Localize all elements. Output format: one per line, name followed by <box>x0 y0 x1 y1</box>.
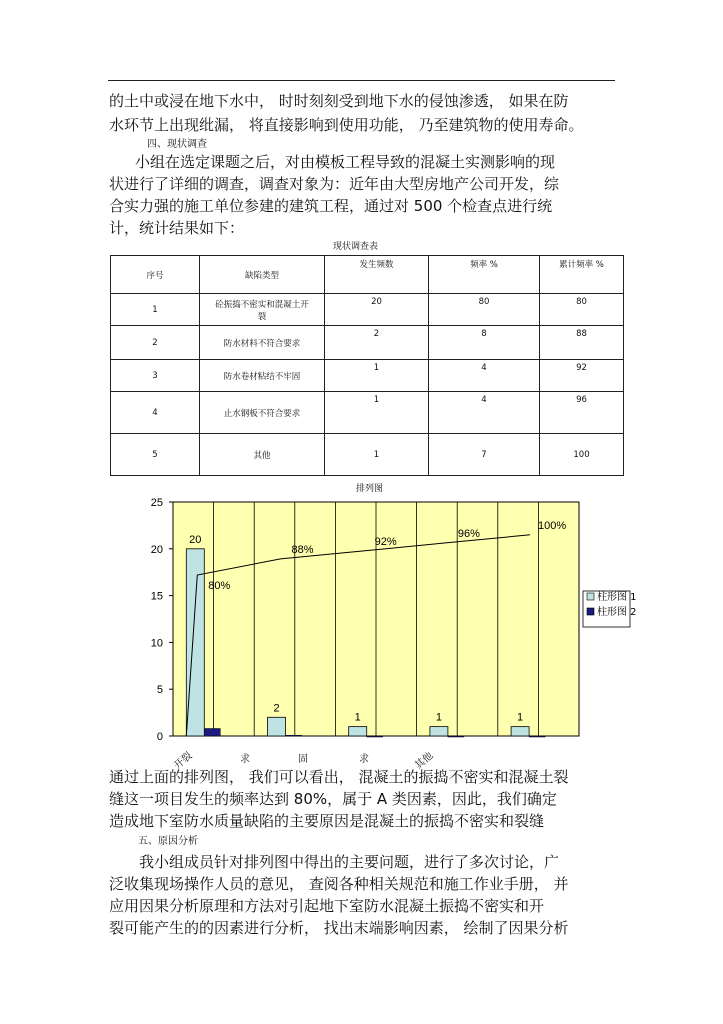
pareto-chart <box>110 492 637 754</box>
y-tick-label: 20 <box>150 543 163 556</box>
bar-series1 <box>430 727 448 736</box>
cell-cum: 96 <box>540 392 624 434</box>
cell-type-line2: 裂 <box>257 311 267 322</box>
cell-cum: 80 <box>540 294 624 326</box>
paragraph1-line1: 的土中或浸在地下水中， 时时刻刻受到地下水的侵蚀渗透， 如果在防 <box>109 92 569 110</box>
paragraph4-line4: 裂可能产生的的因素进行分析， 找出末端影响因素， 绘制了因果分析 <box>109 919 569 937</box>
cell-freq: 7 <box>429 434 540 476</box>
bar-series2 <box>204 729 220 736</box>
cell-no: 5 <box>111 434 200 476</box>
bar-series2 <box>367 736 383 737</box>
bar-series1 <box>186 549 204 736</box>
cell-cum: 100 <box>540 434 624 476</box>
cumulative-label: 100% <box>538 519 567 532</box>
paragraph3-line2: 缝这一项目发生的频率达到 80%，属于 A 类因素，因此，我们确定 <box>109 790 557 808</box>
table-row <box>111 360 624 392</box>
y-tick-label: 10 <box>150 637 163 650</box>
cell-freq: 8 <box>429 326 540 360</box>
y-tick-label: 5 <box>156 684 163 697</box>
cell-type <box>200 294 325 326</box>
chart-layer <box>151 497 637 743</box>
bar-series2 <box>529 736 545 737</box>
bar-label: 1 <box>435 711 442 724</box>
cumulative-label: 88% <box>291 543 314 556</box>
cell-no: 1 <box>111 294 200 326</box>
section4-heading: 四、现状调查 <box>147 139 207 150</box>
y-tick-label: 15 <box>150 590 163 603</box>
y-tick-label: 0 <box>156 731 163 743</box>
header-cum: 累计频率 % <box>540 256 624 294</box>
header-no: 序号 <box>111 256 200 294</box>
axis-fragment-3: 固 <box>298 754 308 765</box>
cell-cum: 88 <box>540 326 624 360</box>
cell-freq: 80 <box>429 294 540 326</box>
legend-swatch <box>587 593 594 600</box>
bar-label: 1 <box>517 711 524 724</box>
section5-heading: 五、原因分析 <box>138 836 198 847</box>
status-table <box>110 255 624 476</box>
paragraph4-line2: 泛收集现场操作人员的意见， 查阅各种相关规范和施工作业手册， 并 <box>109 875 569 893</box>
paragraph3-line1: 通过上面的排列图， 我们可以看出， 混凝土的振捣不密实和混凝土裂 <box>109 768 569 786</box>
header-freq: 频率 % <box>429 256 540 294</box>
cell-count: 1 <box>325 360 429 392</box>
legend-swatch <box>587 608 594 615</box>
cell-freq: 4 <box>429 360 540 392</box>
paragraph2-line2: 状进行了详细的调查，调查对象为：近年由大型房地产公司开发，综 <box>109 175 560 193</box>
paragraph1-line2: 水环节上出现纰漏， 将直接影响到使用功能， 乃至建筑物的使用寿命。 <box>109 116 584 134</box>
bar-label: 2 <box>273 702 280 715</box>
axis-fragment-5: 其他 <box>413 750 436 772</box>
cumulative-label: 80% <box>208 580 231 593</box>
bar-series1 <box>511 727 529 736</box>
cell-type: 其他 <box>200 434 325 476</box>
cell-count: 1 <box>325 392 429 434</box>
bar-label: 20 <box>189 533 202 546</box>
table-header-row <box>111 256 624 294</box>
header-type: 缺陷类型 <box>200 256 325 294</box>
axis-fragment-2: 求 <box>240 754 250 765</box>
cell-no: 2 <box>111 326 200 360</box>
cell-type-line1: 砼振捣不密实和混凝土开 <box>215 299 309 310</box>
legend-label: 柱形图 2 <box>597 607 637 618</box>
table-row <box>111 326 624 360</box>
bar-series2 <box>286 735 302 736</box>
cumulative-label: 96% <box>457 527 480 540</box>
header-rule <box>108 80 615 81</box>
bar-series1 <box>268 717 286 736</box>
cell-count: 2 <box>325 326 429 360</box>
cell-no: 4 <box>111 392 200 434</box>
table-title: 现状调查表 <box>333 242 379 252</box>
table-row <box>111 434 624 476</box>
paragraph4-line3: 应用因果分析原理和方法对引起地下室防水混凝土振捣不密实和开 <box>109 897 545 915</box>
paragraph2-line4: 计，统计结果如下： <box>109 219 245 237</box>
cell-count: 1 <box>325 434 429 476</box>
cell-no: 3 <box>111 360 200 392</box>
table-row <box>111 392 624 434</box>
cell-cum: 92 <box>540 360 624 392</box>
bar-series1 <box>349 727 367 736</box>
cell-freq: 4 <box>429 392 540 434</box>
header-count: 发生频数 <box>325 256 429 294</box>
cell-type: 防水卷材粘结不牢固 <box>200 360 325 392</box>
axis-fragment-4: 求 <box>359 754 369 765</box>
paragraph2-line3: 合实力强的施工单位参建的建筑工程，通过对 500 个检查点进行统 <box>109 197 553 215</box>
paragraph3-line3: 造成地下室防水质量缺陷的主要原因是混凝土的振捣不密实和裂缝 <box>109 812 545 830</box>
cell-count: 20 <box>325 294 429 326</box>
bar-series2 <box>448 736 464 737</box>
y-tick-label: 25 <box>150 497 163 509</box>
axis-fragment-1: 开裂 <box>172 750 195 772</box>
chart-title: 排列图 <box>356 484 384 494</box>
cumulative-label: 92% <box>374 535 397 548</box>
bar-label: 1 <box>354 711 361 724</box>
legend-label: 柱形图 1 <box>597 592 637 603</box>
table-row <box>111 294 624 326</box>
cell-type: 止水钢板不符合要求 <box>200 392 325 434</box>
paragraph4-line1: 我小组成员针对排列图中得出的主要问题，进行了多次讨论，广 <box>139 853 560 871</box>
cell-type: 防水材料不符合要求 <box>200 326 325 360</box>
paragraph2-line1: 小组在选定课题之后，对由模板工程导致的混凝土实测影响的现 <box>135 153 556 171</box>
